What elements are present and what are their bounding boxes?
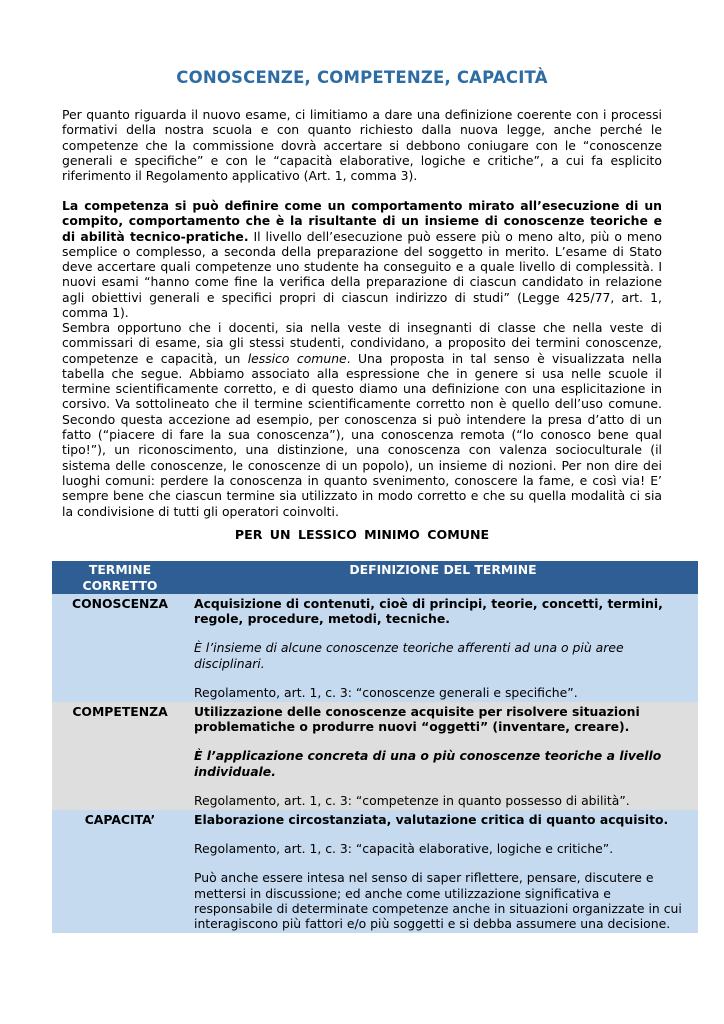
competence-definition: La competenza si può definire come un comportamento mirato all’esecuzione di un compito, comportamento che è la risultante di un insieme di conoscenze teoriche e di abilità tecnico-pratiche.: [62, 198, 662, 244]
definition-competenza: [188, 702, 698, 810]
lexicon-paragraph: [62, 320, 662, 519]
header-term: TERMINE CORRETTO: [52, 561, 188, 594]
table-row-competenza: [52, 702, 698, 810]
table-title: PER UN LESSICO MINIMO COMUNE: [234, 527, 490, 542]
table-row-capacita: [52, 810, 698, 933]
definition-reference: Regolamento, art. 1, c. 3: “capacità elaborative, logiche e critiche”.: [194, 841, 614, 857]
competence-explanation: Il livello dell’esecuzione può essere più o meno alto, più o meno semplice o complesso, a seconda della preparazione del soggetto in merito. L’esame di Stato deve accertare quali competenze uno studente ha conseguito e a quale livello di complessità. I nuovi esami “hanno come fine la verifica della preparazione di ciascun candidato in relazione agli obiettivi generali e specifici propri di ciascun indirizzo di studi” (Legge 425/77, art. 1, comma 1).: [62, 228, 663, 321]
page-title: CONOSCENZE, COMPETENZE, CAPACITÀ: [176, 68, 548, 87]
term-competenza: COMPETENZA: [52, 702, 188, 810]
lexicon-text-end: . Una proposta in tal senso è visualizzata nella tabella che segue. Abbiamo associato alla espressione che in genere si usa nelle scuole il termine scientificamente corretto, e di questo diamo una definizione con una esplicitazione in corsivo. Va sottolineato che il termine scientificamente corretto non è quello dell’uso comune. Secondo questa accezione ad esempio, per conoscenza si può intendere la presa d’atto di un fatto (“piacere di fare la sua conoscenza”), una conoscenza remota (“lo conosco bene qual tipo!”), un riconoscimento, una distinzione, una conoscenza con valenza socioculturale (il sistema delle conoscenze, le conoscenze di un popolo), un insieme di nozioni. Per non dire dei luoghi comuni: perdere la conoscenza in quanto svenimento, conoscere la fame, e così via! E’ sempre bene che ciascun termine sia utilizzato in modo corretto e che su quella modalità ci sia la condivisione di tutti gli operatori coinvolti.: [62, 350, 662, 519]
definition-extra: Può anche essere intesa nel senso di saper riflettere, pensare, discutere e mettersi in discussione; ed anche come utilizzazione significativa e responsabile di determinate competenze anche in situazioni organizzate in cui interagiscono più fattori e/o più soggetti e si debba assumere una decisione.: [194, 870, 682, 932]
term-capacita: CAPACITA’: [52, 810, 188, 933]
table-row-conoscenza: [52, 594, 698, 702]
definition-italic: È l’insieme di alcune conoscenze teoriche afferenti ad una o più aree disciplinari.: [194, 640, 624, 671]
definition-capacita: [188, 810, 698, 933]
table-header-row: [52, 561, 698, 594]
intro-paragraph: Per quanto riguarda il nuovo esame, ci limitiamo a dare una definizione coerente con i processi formativi della nostra scuola e con quanto richiesto dalla nuova legge, anche perché le competenze che la commissione dovrà accertare si debbono coniugare con le “conoscenze generali e specifiche” e con le “capacità elaborative, logiche e critiche”, a cui fa esplicito riferimento il Regolamento applicativo (Art. 1, comma 3).: [62, 107, 662, 184]
definition-main: Elaborazione circostanziata, valutazione critica di quanto acquisito.: [194, 812, 669, 828]
definition-main: Utilizzazione delle conoscenze acquisite per risolvere situazioni problematiche o produrre nuovi “oggetti” (inventare, creare).: [194, 704, 640, 735]
definition-main: Acquisizione di contenuti, cioè di principi, teorie, concetti, termini, regole, procedure, metodi, tecniche.: [194, 596, 663, 627]
term-conoscenza: CONOSCENZA: [52, 594, 188, 702]
lexicon-text-start: Sembra opportuno che i docenti, sia nella veste di insegnanti di classe che nella veste di commissari di esame, sia gli stessi studenti, condividano, a proposito dei termini conoscenze, competenze e capacità, un: [62, 320, 662, 366]
definition-conoscenza: [188, 594, 698, 702]
competence-paragraph: [62, 198, 662, 320]
lexicon-table: [52, 561, 698, 933]
definition-reference: Regolamento, art. 1, c. 3: “competenze in quanto possesso di abilità”.: [194, 792, 630, 808]
lexicon-italic-term: lessico comune: [247, 350, 347, 366]
definition-reference: Regolamento, art. 1, c. 3: “conoscenze generali e specifiche”.: [194, 684, 578, 700]
header-definition: DEFINIZIONE DEL TERMINE: [188, 561, 698, 594]
definition-italic: È l’applicazione concreta di una o più conoscenze teoriche a livello individuale.: [194, 748, 662, 779]
